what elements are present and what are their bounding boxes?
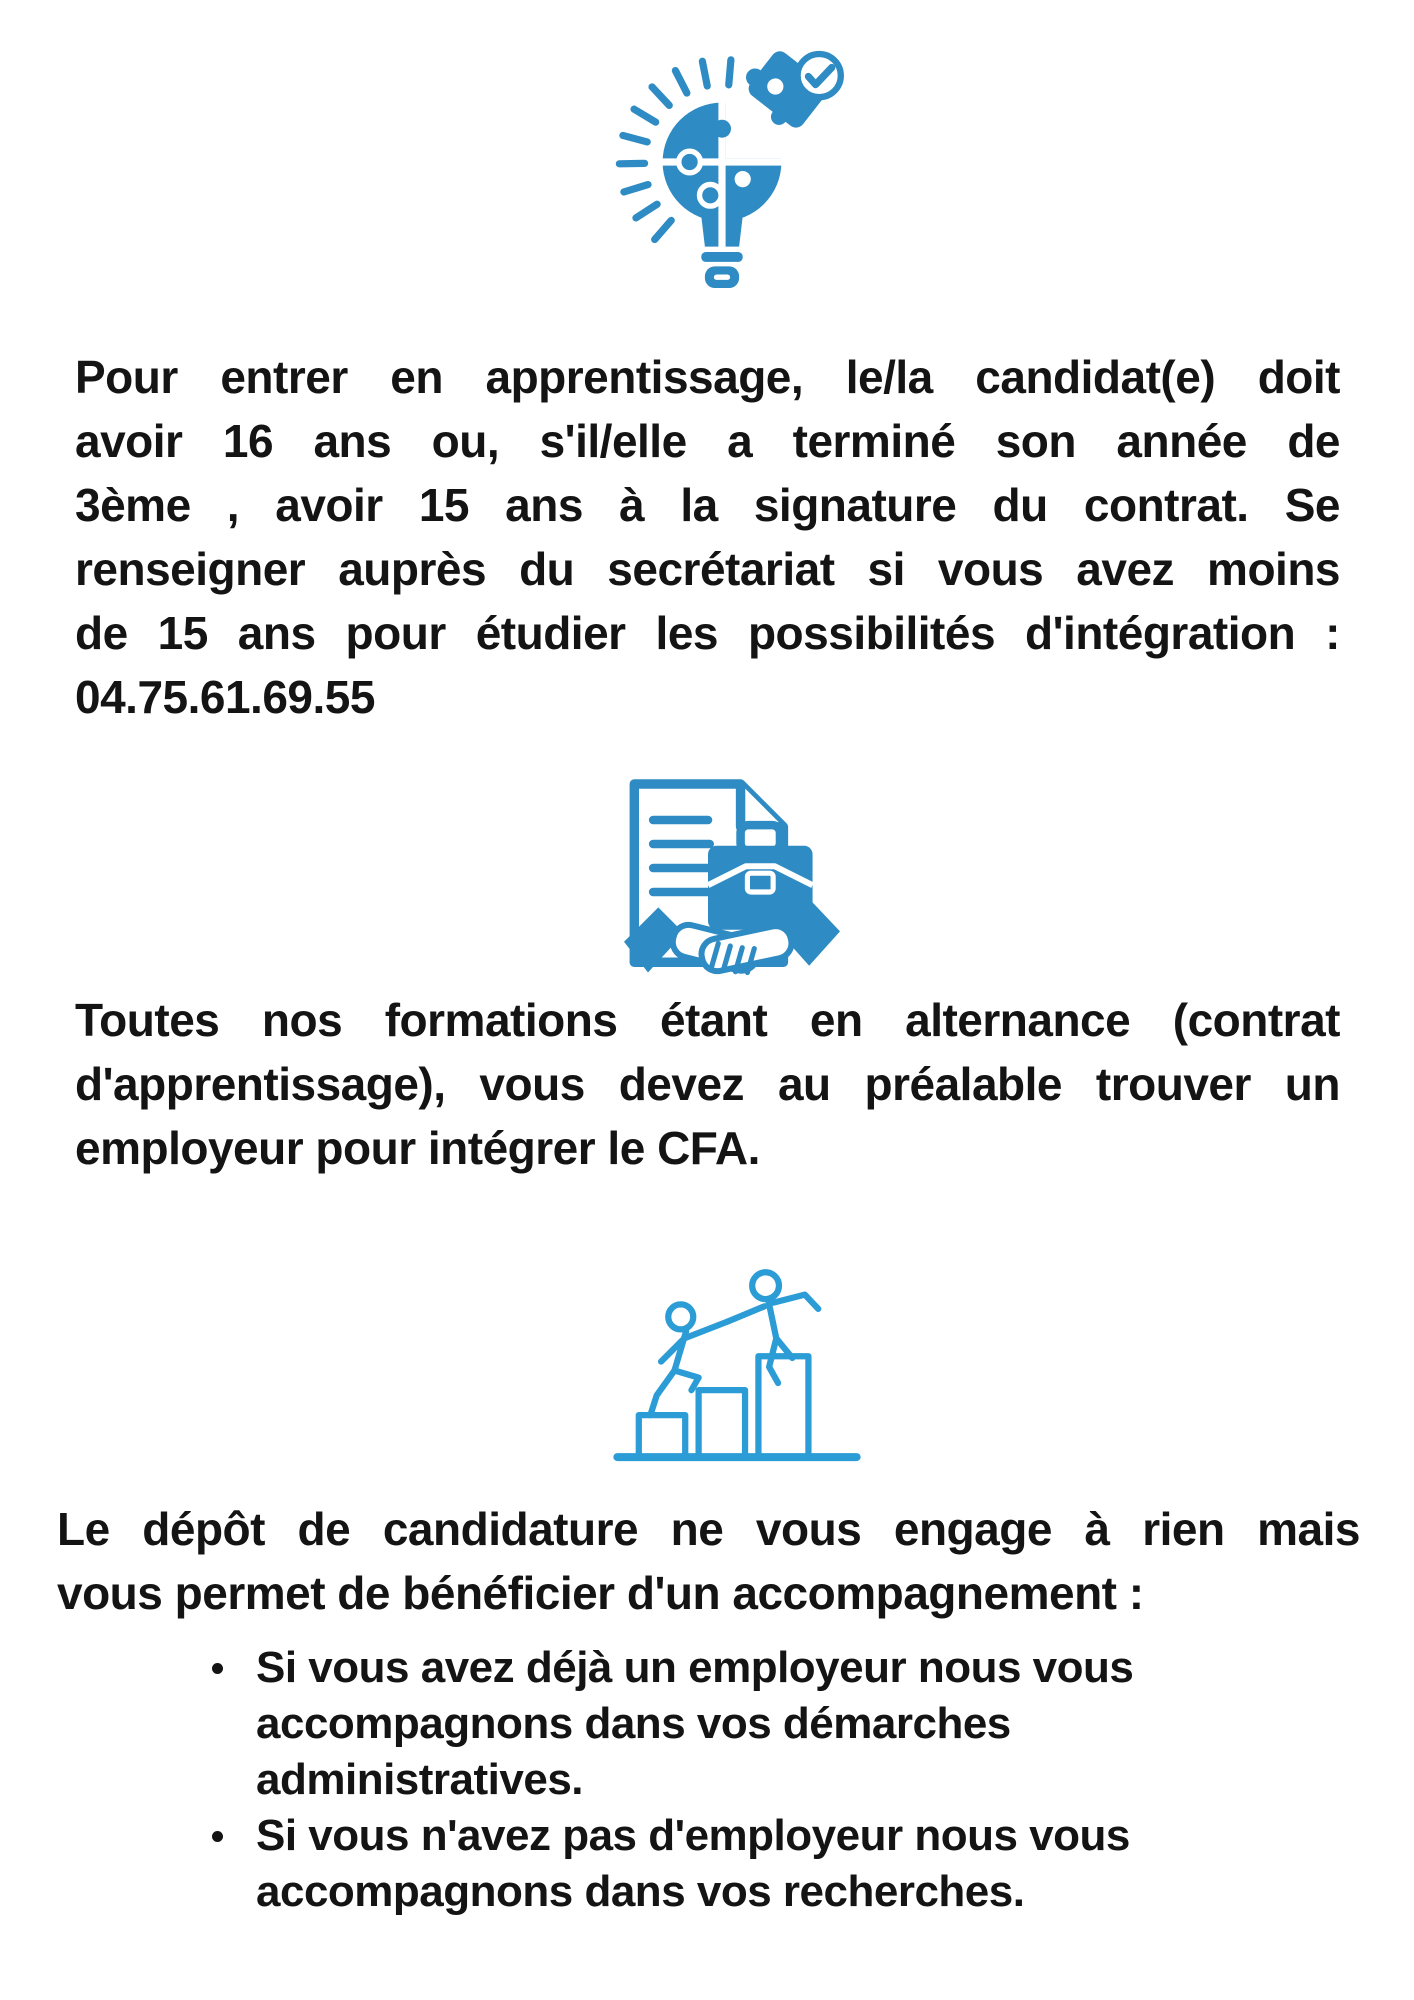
paragraph-line: 3ème , avoir 15 ans à la signature du contrat. Se	[75, 479, 1340, 531]
bullet-line: accompagnons dans vos recherches.	[256, 1867, 1025, 1916]
bullet-line: administratives.	[256, 1755, 584, 1804]
paragraph-line: vous permet de bénéficier d'un accompagnement :	[57, 1567, 1144, 1619]
contract-handshake-icon	[600, 772, 840, 995]
paragraph-line: Toutes nos formations étant en alternance (contrat	[75, 994, 1340, 1046]
paragraph-line: renseigner auprès du secrétariat si vous avez moins	[75, 543, 1340, 595]
bullet-item	[212, 1808, 1292, 1920]
paragraph-line: d'apprentissage), vous devez au préalable trouver un	[75, 1058, 1340, 1110]
bullet-line: Si vous avez déjà un employeur nous vous	[256, 1643, 1134, 1692]
bullet-line: accompagnons dans vos démarches	[256, 1699, 1011, 1748]
bullet-dot-icon	[212, 1831, 223, 1842]
alternance-paragraph	[75, 988, 1340, 1180]
paragraph-line: de 15 ans pour étudier les possibilités d'intégration :	[75, 607, 1340, 659]
paragraph-line: avoir 16 ans ou, s'il/elle a terminé son année de	[75, 415, 1340, 467]
helping-climb-icon	[612, 1258, 862, 1463]
candidature-paragraph	[57, 1497, 1360, 1625]
idea-puzzle-lightbulb-icon	[587, 36, 857, 288]
bullet-dot-icon	[212, 1663, 223, 1674]
phone-number: 04.75.61.69.55	[75, 671, 375, 723]
bullet-item	[212, 1640, 1292, 1808]
bullet-line: Si vous n'avez pas d'employeur nous vous	[256, 1811, 1130, 1860]
paragraph-line: Le dépôt de candidature ne vous engage à rien mais	[57, 1503, 1360, 1555]
paragraph-line: employeur pour intégrer le CFA.	[75, 1122, 760, 1174]
paragraph-line: Pour entrer en apprentissage, le/la candidat(e) doit	[75, 351, 1340, 403]
accompaniment-bullet-list	[212, 1640, 1292, 1920]
apprenticeship-age-paragraph	[75, 345, 1340, 729]
